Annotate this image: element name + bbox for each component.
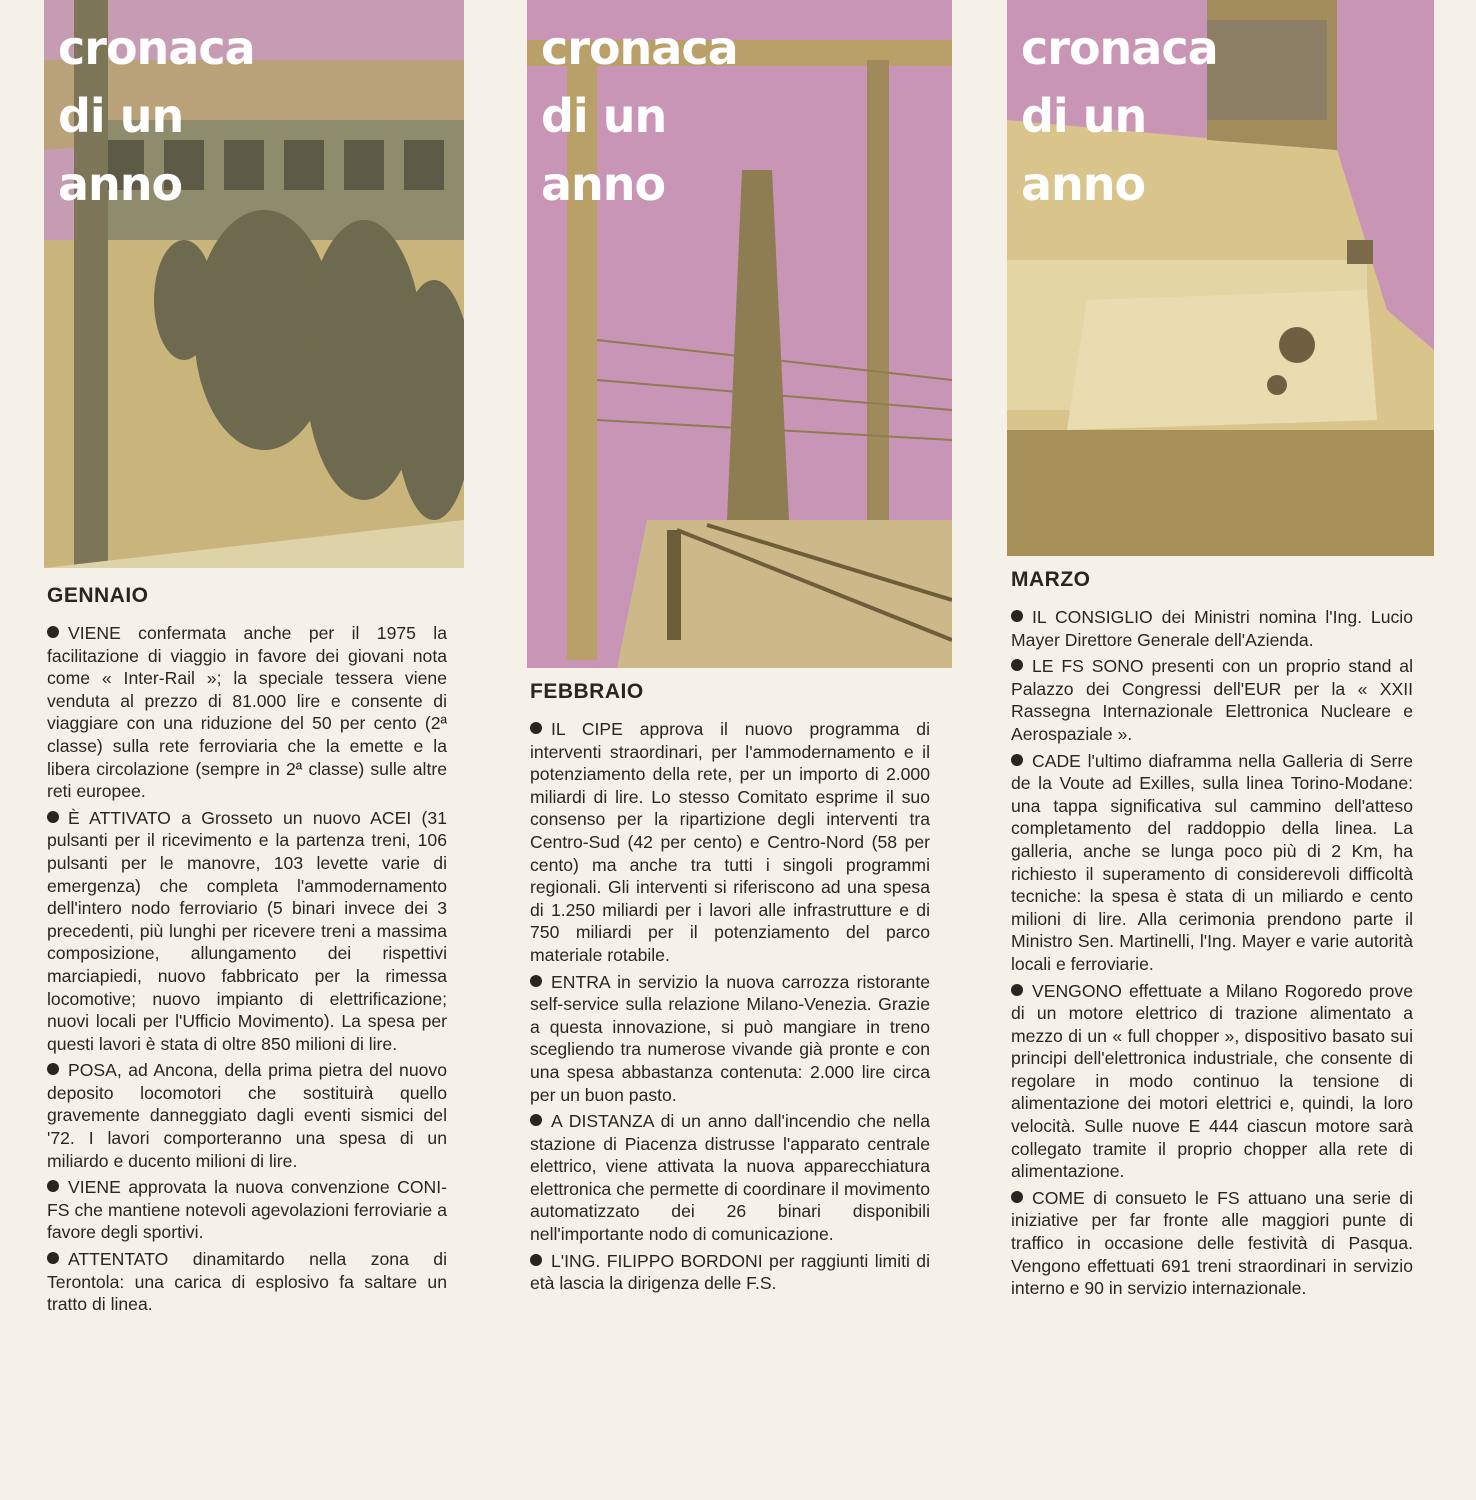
bullet-icon (530, 1254, 542, 1266)
entries-febbraio (530, 718, 930, 1299)
bullet-icon (530, 1114, 542, 1126)
list-item: ENTRA in servizio la nuova carrozza ristorante self-service sulla relazione Milano-Venezia. Grazie a questa innovazione, si può mangiare in treno scegliendo tra numerose vivande già pronte e con una spesa abbastanza contenuta: 2.000 lire circa per un buon pasto. (530, 971, 930, 1105)
photo-marzo (1007, 0, 1434, 556)
list-item: A DISTANZA di un anno dall'incendio che nella stazione di Piacenza distrusse l'apparato centrale elettrico, viene attivata la nuova apparecchiatura elettronica che permette di coordinare il movimento automatizzato dei 26 binari disponibili nell'importante nodo di comunicazione. (530, 1111, 930, 1245)
photo-gennaio (44, 0, 464, 568)
list-item: LE FS SONO presenti con un proprio stand al Palazzo dei Congressi dell'EUR per la « XXII Rassegna Internazionale Elettronica Nucleare e Aerospaziale ». (1011, 656, 1413, 744)
list-item: L'ING. FILIPPO BORDONI per raggiunti limiti di età lascia la dirigenza delle F.S. (530, 1250, 930, 1294)
list-item: COME di consueto le FS attuano una serie di iniziative per far fronte alle maggiori punte di traffico in occasione delle festività di Pasqua. Vengono effettuati 691 treni straordinari in servizio interno e 90 in servizio internazionale. (1011, 1187, 1413, 1299)
bullet-icon (47, 811, 59, 823)
bullet-icon (1011, 1191, 1023, 1203)
photo-febbraio (527, 0, 952, 668)
list-item: IL CONSIGLIO dei Ministri nomina l'Ing. Lucio Mayer Direttore Generale dell'Azienda. (1011, 607, 1413, 650)
list-item: VENGONO effettuate a Milano Rogoredo prove di un motore elettrico di trazione alimentato a mezzo di un « full chopper », dispositivo basato sui principi dell'elettronica industriale, che consente di regolare in modo continuo la tensione di alimentazione dei motori elettrici e, quindi, la loro velocità. Sulle nuove E 444 ciascun motore sarà collegato tramite il proprio chopper alla rete di alimentazione. (1011, 980, 1413, 1182)
list-item: È ATTIVATO a Grosseto un nuovo ACEI (31 pulsanti per il ricevimento e la partenza treni, 106 pulsanti per le manovre, 103 levette varie di emergenza) che completa l'ammodernamento dell'intero nodo ferroviario (5 binari invece dei 3 precedenti, più lunghi per ricevere treni a massima composizione, allungamento dei rispettivi marciapiedi, nuovo fabbricato per la rimessa locomotive; nuovo impianto di elettrificazione; nuovi locali per l'Ufficio Movimento). La spesa per questi lavori è stata di oltre 850 milioni di lire. (47, 807, 447, 1054)
photo-title-marzo: cronaca di un anno (1021, 21, 1218, 211)
bullet-icon (47, 1252, 59, 1264)
entries-gennaio (47, 622, 447, 1320)
bullet-icon (1011, 754, 1023, 766)
list-item: POSA, ad Ancona, della prima pietra del nuovo deposito locomotori che sostituirà quello gravemente danneggiato dagli eventi sismici del '72. I lavori comporteranno una spesa di un miliardo e ducento milioni di lire. (47, 1060, 447, 1171)
list-item: IL CIPE approva il nuovo programma di interventi straordinari, per l'ammodernamento e il potenziamento della rete, per un importo di 2.000 miliardi di lire. Lo stesso Comitato esprime il suo consenso per la ripartizione degli interventi tra Centro-Sud (42 per cento) e Centro-Nord (58 per cento) ma anche tra tutti i singoli programmi regionali. Gli interventi si riferiscono ad una spesa di 1.250 miliardi per i lavori alle infrastrutture e di 750 miliardi per il potenziamento del parco materiale rotabile. (530, 719, 930, 965)
bullet-icon (47, 1180, 59, 1192)
month-heading-gennaio: GENNAIO (47, 584, 149, 607)
month-heading-marzo: MARZO (1011, 568, 1091, 591)
list-item: ATTENTATO dinamitardo nella zona di Terontola: una carica di esplosivo fa saltare un tratto di linea. (47, 1249, 447, 1315)
bullet-icon (1011, 659, 1023, 671)
month-heading-febbraio: FEBBRAIO (530, 680, 644, 703)
bullet-icon (1011, 984, 1023, 996)
bullet-icon (1011, 610, 1023, 622)
bullet-icon (530, 722, 542, 734)
entries-marzo (1011, 606, 1413, 1304)
photo-title-gennaio: cronaca di un anno (58, 21, 255, 211)
bullet-icon (530, 975, 542, 987)
bullet-icon (47, 626, 59, 638)
list-item: VIENE confermata anche per il 1975 la facilitazione di viaggio in favore dei giovani nota come « Inter-Rail »; la speciale tessera viene venduta al prezzo di 81.000 lire e consente di viaggiare con una riduzione del 50 per cento (2ª classe) sulla rete ferroviaria che la emette e la libera circolazione (sempre in 2ª classe) sulle altre reti europee. (47, 623, 447, 802)
bullet-icon (47, 1063, 59, 1075)
list-item: VIENE approvata la nuova convenzione CONI-FS che mantiene notevoli agevolazioni ferroviarie a favore degli sportivi. (47, 1177, 447, 1243)
photo-title-febbraio: cronaca di un anno (541, 21, 738, 211)
list-item: CADE l'ultimo diaframma nella Galleria di Serre de la Voute ad Exilles, sulla linea Torino-Modane: una tappa significativa sul cammino dell'atteso completamento del raddoppio della linea. La galleria, anche se lunga poco più di 2 Km, ha richiesto il superamento di considerevoli difficoltà tecniche: la spesa è stata di un miliardo e cento milioni di lire. Alla cerimonia prendono parte il Ministro Sen. Martinelli, l'Ing. Mayer e varie autorità locali e ferroviarie. (1011, 750, 1413, 974)
